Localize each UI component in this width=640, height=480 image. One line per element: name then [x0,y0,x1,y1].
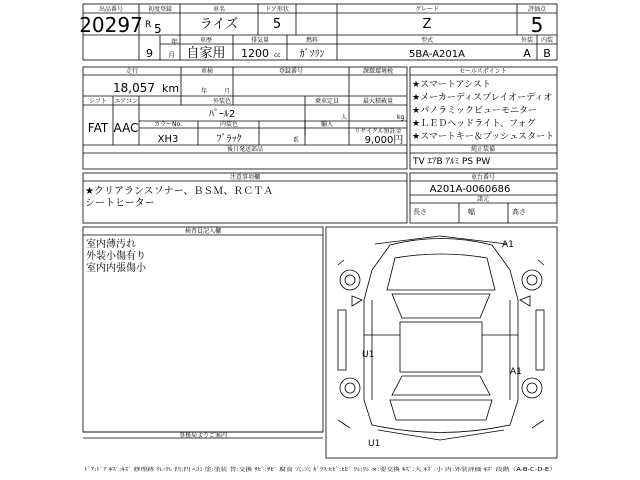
damage-mark-u1-left: U1 [362,350,375,360]
grade-value: Z [422,17,432,32]
footer-legend: ﾄﾞｱ:ﾄﾞｱ ｷｽﾞ:ｷｽﾞ 修理跡 ｳﾚ:ｳﾚ 凹:凹 ﾍｺﾐ 塗:塗装 替:交換 ｻﾋﾞ:ｻﾋﾞ 腐食 穴:穴 ｶﾞﾗｽ ﾋﾋﾞ:ﾋﾋﾞ ﾜﾚ:ﾜﾚ ×:要交換 ｷｽﾞ:大 ｷｽﾞ:小 内:外装評価 ｷｽﾞ 段階（A-B-C-D-E） [84,467,432,473]
vehicle-class-header: 車歴 [199,37,213,44]
selling-point-2: ★メーカーディスプレイオーディオ [412,93,553,103]
selling-point-5: ★スマートキー＆プッシュスタート [412,132,555,142]
int-score-value: B [543,47,551,60]
capacity-header: 乗車定員 [314,98,340,105]
reduced-tax-header: 課徴環境税 [362,68,394,75]
mileage-value: 18,057 [113,81,155,95]
car-name-value: ライズ [199,17,239,32]
model-type-header: 型式 [420,37,434,44]
doors-header: ドア形状 [265,6,289,13]
person-label: 人 [341,114,348,121]
aircon-value: AAC [113,121,139,135]
selling-point-3: ★パノラミックビューモニター [412,106,537,116]
mileage-header: 走行 [125,68,139,75]
doors-value: 5 [272,17,282,32]
displacement-header: 排気量 [250,37,270,44]
recycle-header: リサイクル預託金 [354,128,402,135]
inspector-note-3: 室内内張傷小 [86,263,146,274]
recycle-value: 9,000円 [364,135,404,146]
color-no-header: カラーNo. [154,121,182,128]
year-value: 5 [154,22,162,36]
car-diagram [338,236,544,440]
kg-label: kg [397,114,405,121]
score-value: 5 [530,13,544,37]
fuel-header: 燃料 [305,37,319,44]
inspector-note-2: 外装小傷有り [86,251,146,262]
length-label: 長さ [413,208,427,216]
car-name-header: 車名 [212,6,226,13]
grade-header: グレード [414,6,440,13]
lot-no-header: 出品番号 [98,6,124,13]
insp-month-label: 月 [224,88,231,95]
car-diagram-frame [326,227,557,458]
inspector-header: 検査員記入欄 [184,228,222,235]
notes-line-1: ★クリアランスソナー、ＢＳＭ、ＲＣＴＡ [85,186,274,197]
month-value: 9 [146,47,153,60]
fuel-value: ｶﾞｿﾘﾝ [299,49,325,60]
insp-year-label: 年 [201,88,208,95]
shift-header: シフト [88,98,108,105]
ext-header: 外装 [520,37,534,44]
ext-color-value: ﾊﾟｰﾙ2 [208,109,236,120]
inspection-header: 車検 [200,68,214,75]
width-label: 幅 [468,208,475,216]
dimensions-header: 諸元 [476,196,490,203]
selling-point-4: ★ＬＥＤヘッドライト、フォグ [412,119,536,129]
notes-line-2: シートヒーター [85,198,155,209]
inspector-note-1: 室内薄汚れ [86,239,136,250]
equipment-value: TV ｴｱB ｱﾙﾐ PS PW [413,157,491,167]
chassis-header: 車台番号 [470,174,496,181]
int-color-value: ﾌﾞﾗｯｸ [216,134,242,145]
int-color-header: 内装色 [219,121,239,128]
displacement-value: 1200 [241,47,269,60]
lot-no-value: 20297 [79,13,143,37]
selling-point-1: ★スマートアシスト [412,80,491,90]
selling-points-header: セールスポイント [459,68,507,75]
score-header: 評価点 [527,6,547,13]
office-header: 事務局よりご案内 [178,432,228,439]
height-label: 高さ [512,208,526,216]
ext-color-header: 外装色 [212,98,232,105]
kei-label: 系 [293,137,300,144]
int-header: 内装 [540,37,554,44]
after-parts-header: 後日発送部品 [226,146,264,153]
damage-mark-a1-rear: A1 [510,367,522,377]
aircon-header: エアコン [114,98,138,105]
shift-value: FAT [87,121,109,135]
tsuki-label: 月 [168,51,175,59]
km-label: km [162,82,180,95]
equipment-header: 純正装備 [470,146,496,153]
cc-label: cc [274,52,281,59]
model-type-value: 5BA-A201A [408,49,466,60]
damage-mark-a1-front: A1 [502,240,514,250]
registration-header: 登録番号 [278,68,304,75]
damage-mark-u1-rear: U1 [368,439,381,449]
color-no-value: XH3 [157,134,179,145]
vehicle-class-value: 自家用 [186,46,226,61]
notes-header: 注意事項欄 [229,174,261,181]
nen-label: 年 [171,38,178,46]
ext-score-value: A [523,47,531,60]
first-reg-header: 初度登録 [147,6,173,13]
import-header: 輸入 [320,121,334,128]
max-load-header: 最大積載量 [362,98,394,105]
chassis-value: A201A-0060686 [429,184,511,195]
era-value: R [145,20,152,30]
